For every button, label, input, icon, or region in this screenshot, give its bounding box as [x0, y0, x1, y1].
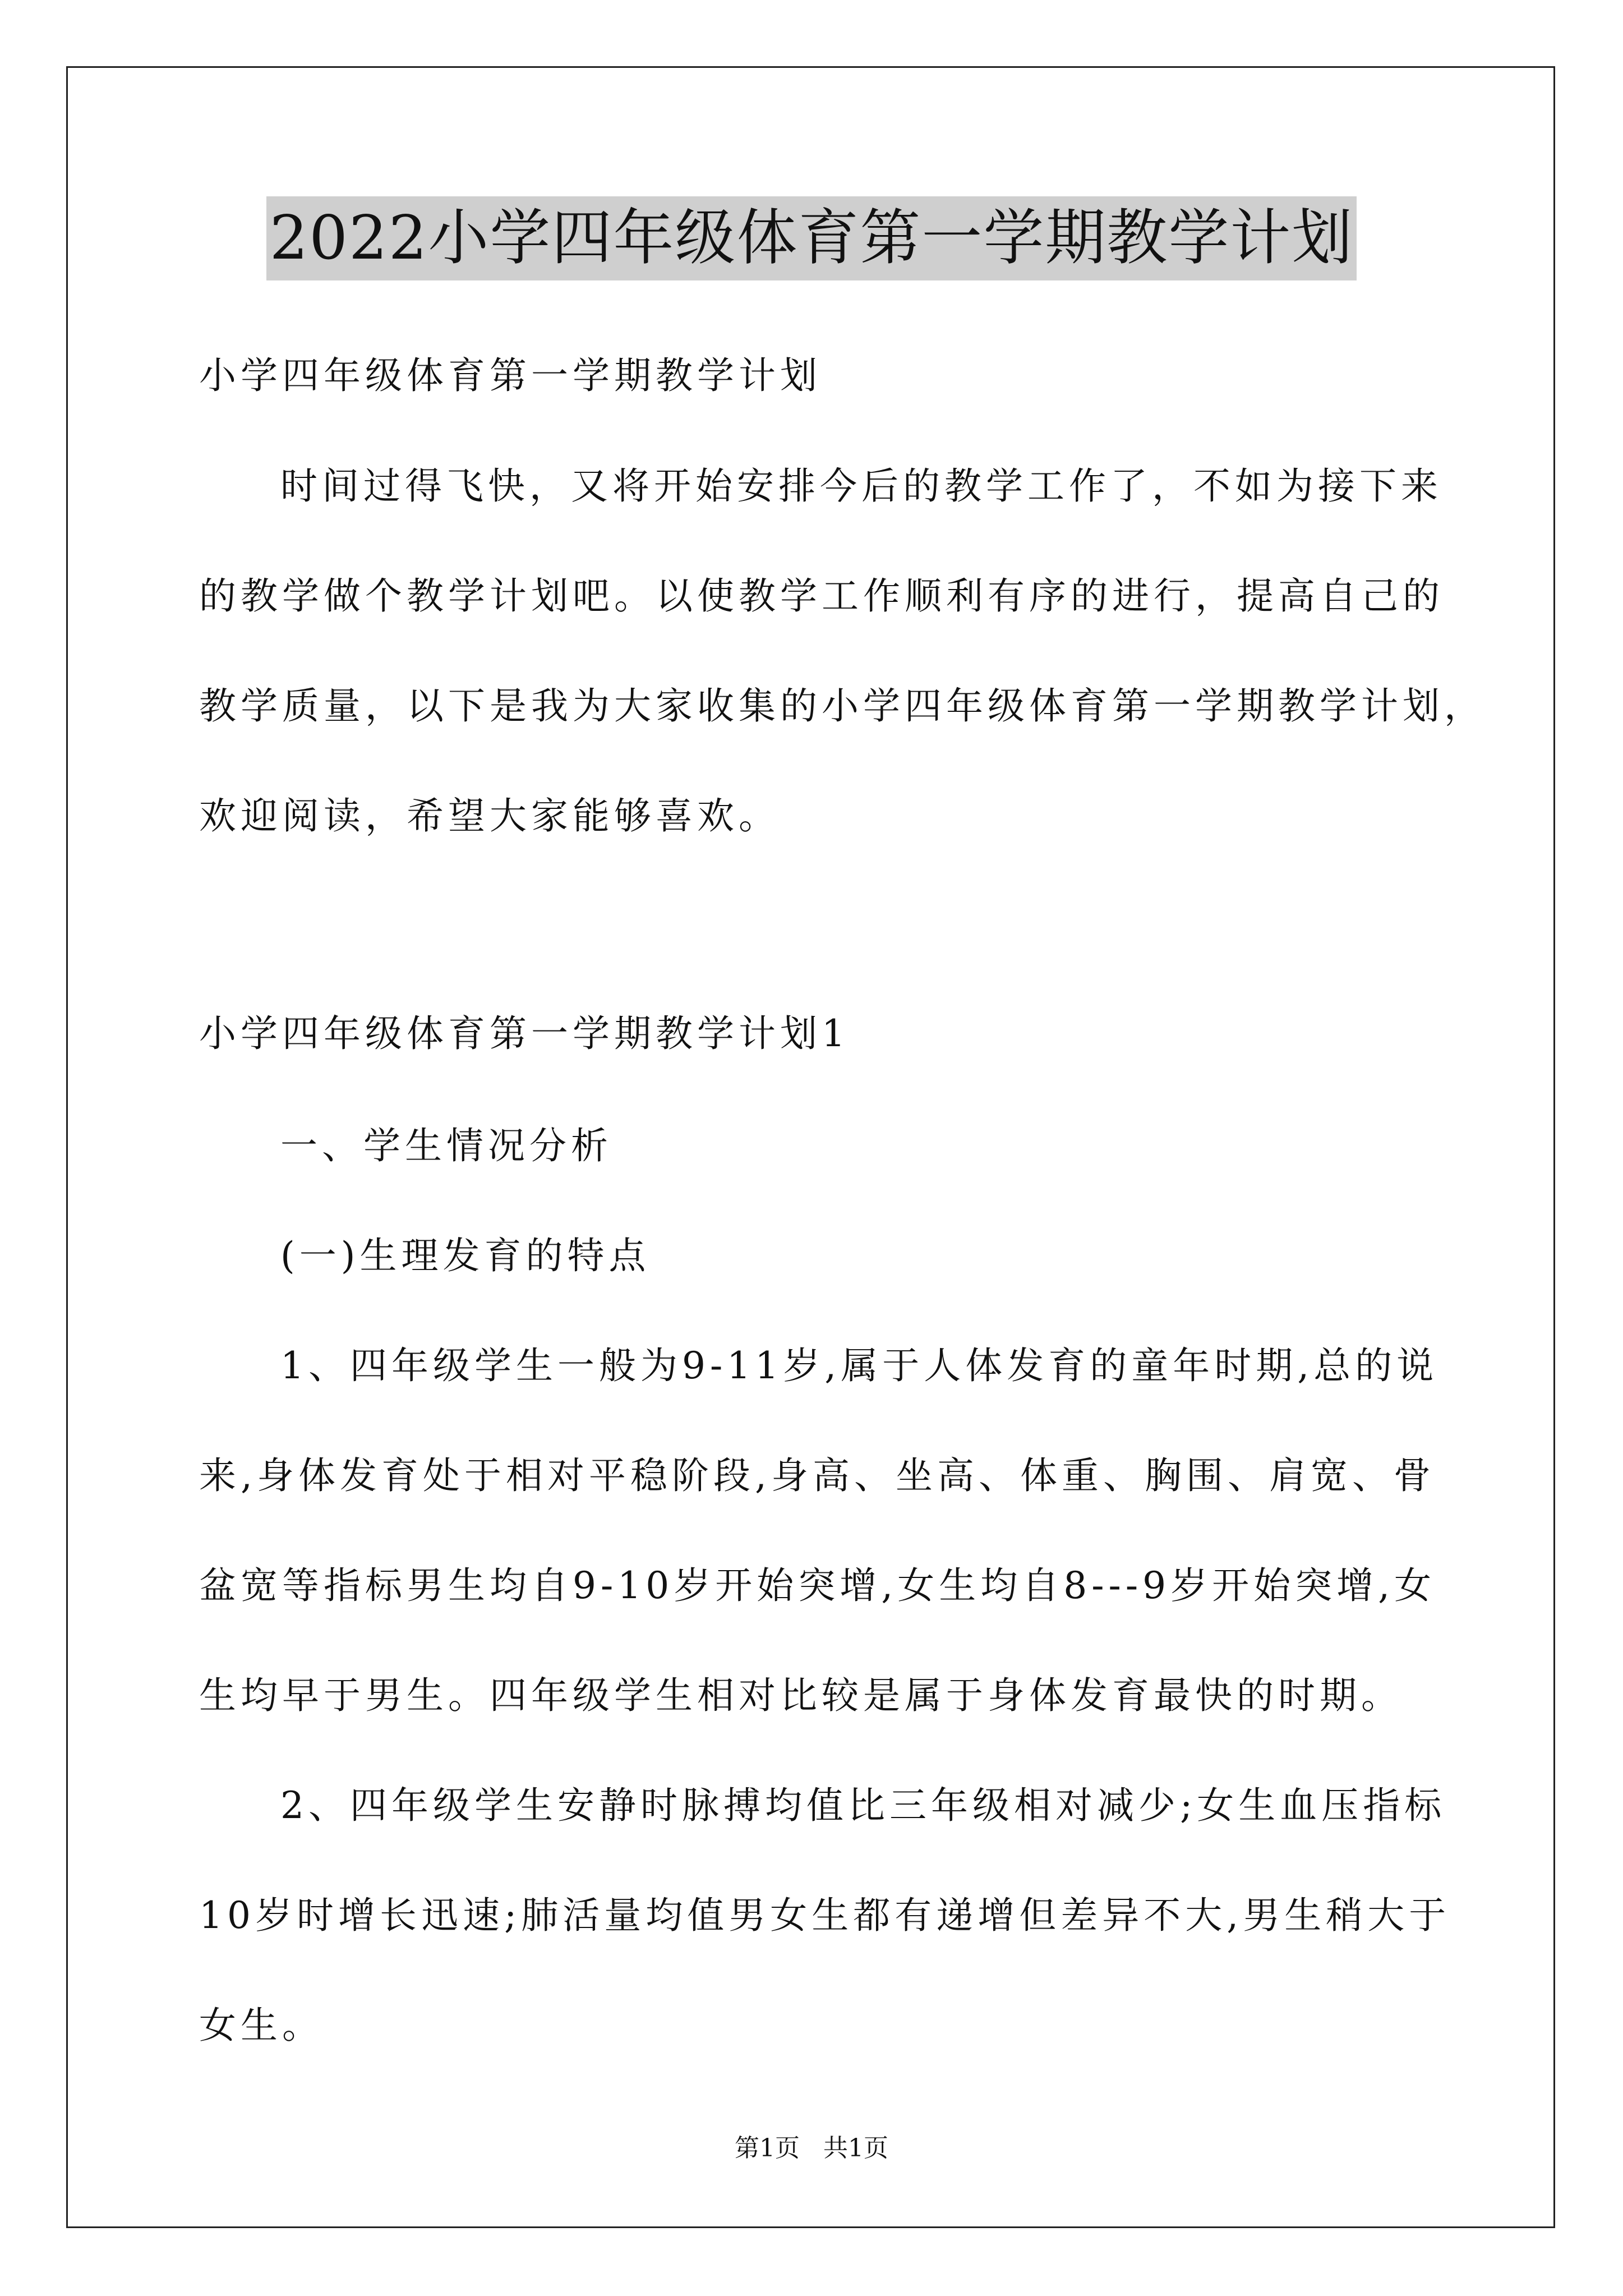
page-footer: 第1页 共1页 — [735, 2134, 888, 2162]
document-subtitle: 小学四年级体育第一学期教学计划 — [199, 354, 822, 397]
para1-line-3: 盆宽等指标男生均自9-10岁开始突增,女生均自8---9岁开始突增,女 — [199, 1564, 1436, 1607]
intro-line-2: 的教学做个教学计划吧。以使教学工作顺利有序的进行，提高自己的 — [199, 574, 1444, 618]
para1-line-2: 来,身体发育处于相对平稳阶段,身高、坐高、体重、胸围、肩宽、骨 — [199, 1454, 1435, 1497]
para1-line-1: 1、四年级学生一般为9-11岁,属于人体发育的童年时期,总的说 — [280, 1344, 1438, 1387]
document-title: 2022小学四年级体育第一学期教学计划 — [266, 196, 1357, 280]
intro-line-3: 教学质量，以下是我为大家收集的小学四年级体育第一学期教学计划， — [199, 684, 1486, 728]
section-title: 小学四年级体育第一学期教学计划1 — [199, 1012, 850, 1055]
para2-line-2: 10岁时增长迅速;肺活量均值男女生都有递增但差异不大,男生稍大于 — [199, 1894, 1451, 1937]
intro-line-4: 欢迎阅读，希望大家能够喜欢。 — [199, 794, 780, 838]
title-container — [0, 196, 1623, 280]
intro-line-1: 时间过得飞快，又将开始安排今后的教学工作了，不如为接下来 — [280, 464, 1442, 508]
heading-physiology: (一)生理发育的特点 — [280, 1234, 651, 1277]
para2-line-1: 2、四年级学生安静时脉搏均值比三年级相对减少;女生血压指标 — [280, 1784, 1446, 1827]
heading-student-analysis: 一、学生情况分析 — [280, 1124, 612, 1167]
para2-line-3: 女生。 — [199, 2004, 324, 2047]
para1-line-4: 生均早于男生。四年级学生相对比较是属于身体发育最快的时期。 — [199, 1674, 1403, 1717]
